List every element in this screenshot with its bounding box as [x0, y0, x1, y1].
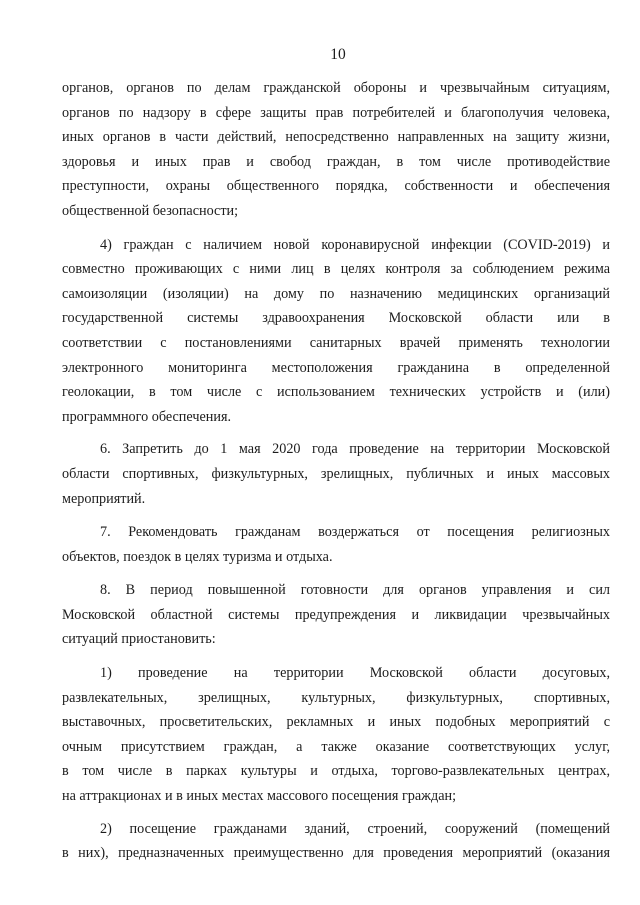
text-line: объектов, поездок в целях туризма и отдыха.	[62, 548, 333, 565]
text-line: преступности, охраны общественного порядка, собственности и обеспечения	[62, 178, 610, 195]
text-line: совместно проживающих с ними лиц в целях контроля за соблюдением режима	[62, 261, 610, 278]
text-line: органов по надзору в сфере защиты прав потребителей и благополучия человека,	[62, 104, 610, 121]
text-line: развлекательных, зрелищных, культурных, физкультурных, спортивных,	[62, 689, 610, 706]
text-line: программного обеспечения.	[62, 408, 232, 425]
page-number: 10	[330, 46, 346, 63]
text-line: 8. В период повышенной готовности для органов управления и сил	[100, 582, 610, 599]
text-line: 7. Рекомендовать гражданам воздержаться от посещения религиозных	[100, 524, 610, 541]
text-line: ситуаций приостановить:	[62, 631, 216, 648]
text-line: области спортивных, физкультурных, зрелищных, публичных и иных массовых	[62, 465, 610, 482]
text-line: геолокации, в том числе с использованием технических устройств и (или)	[62, 384, 610, 401]
text-line: выставочных, просветительских, рекламных и иных подобных мероприятий с	[62, 714, 610, 731]
text-line: мероприятий.	[62, 490, 146, 507]
text-line: в том числе в парках культуры и отдыха, торгово-развлекательных центрах,	[62, 763, 610, 780]
text-line: в них), предназначенных преимущественно для проведения мероприятий (оказания	[62, 845, 610, 862]
document-body	[62, 76, 610, 866]
text-line: органов, органов по делам гражданской обороны и чрезвычайным ситуациям,	[62, 80, 610, 96]
text-line: государственной системы здравоохранения Московской области или в	[62, 310, 610, 327]
text-line: самоизоляции (изоляции) на дому по назначению медицинских организаций	[62, 285, 610, 302]
text-line: соответствии с постановлениями санитарных врачей применять технологии	[62, 334, 610, 351]
text-line: здоровья и иных прав и свобод граждан, в том числе противодействие	[62, 153, 610, 170]
text-line: очным присутствием граждан, а также оказание соответствующих услуг,	[62, 738, 610, 755]
text-line: Московской областной системы предупреждения и ликвидации чрезвычайных	[62, 606, 610, 623]
text-line: 4) граждан с наличием новой коронавирусной инфекции (COVID-2019) и	[100, 236, 610, 253]
text-line: электронного мониторинга местоположения гражданина в определенной	[62, 359, 610, 376]
text-line: иных органов в части действий, непосредственно направленных на защиту жизни,	[62, 129, 610, 146]
text-line: 6. Запретить до 1 мая 2020 года проведение на территории Московской	[100, 441, 610, 458]
text-line: на аттракционах и в иных местах массового посещения граждан;	[62, 788, 457, 805]
text-line: общественной безопасности;	[62, 202, 239, 219]
text-line: 2) посещение гражданами зданий, строений, сооружений (помещений	[100, 820, 610, 837]
text-line: 1) проведение на территории Московской области досуговых,	[100, 665, 610, 682]
